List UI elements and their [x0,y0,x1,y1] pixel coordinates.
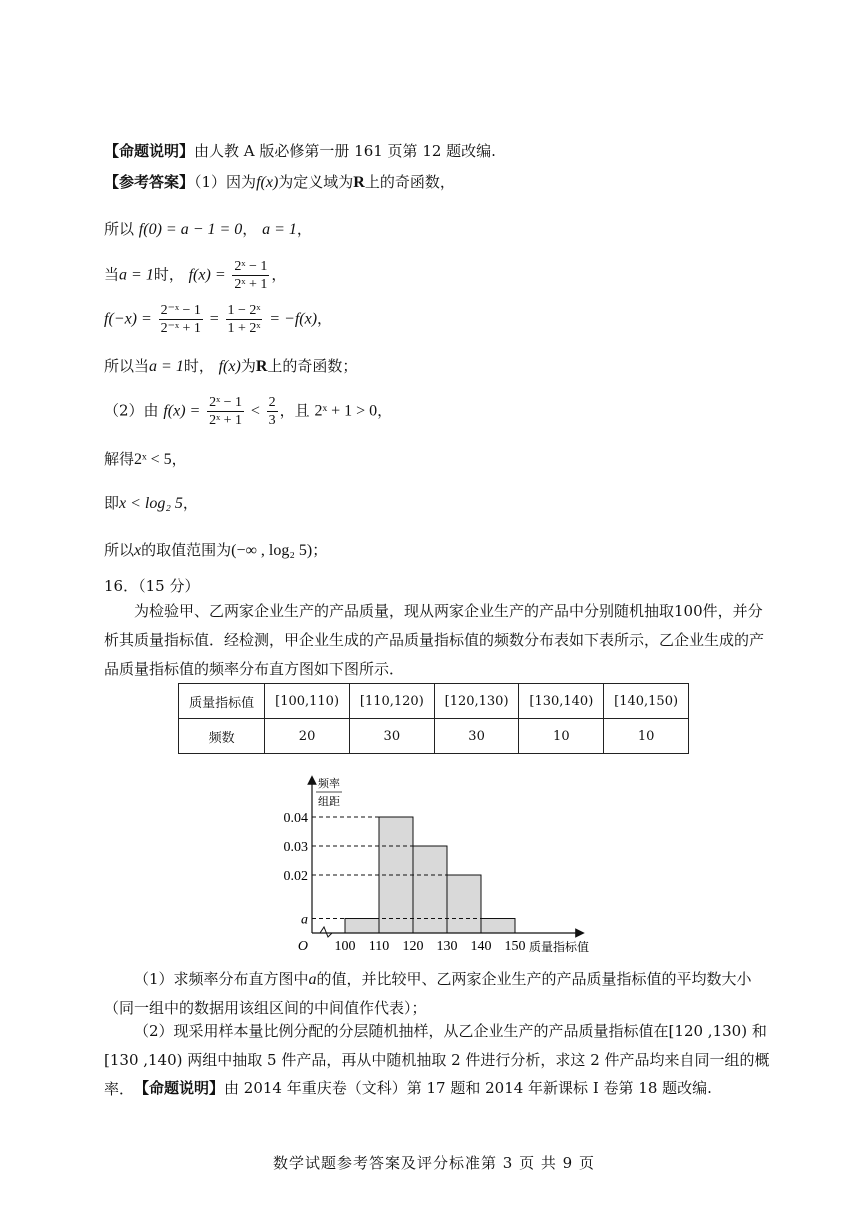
math-cond: a = 1 [149,358,184,375]
x-tick-label: 150 [504,939,526,954]
question-16-text: 为检验甲、乙两家企业生产的产品质量，现从两家企业生产的产品中分别随机抽取100件，并分析其质量指标值．经检测，甲企业生成的产品质量指标值的频数分布表如下表所示，乙企业生成的产品质量指标值的频率分布直方图如下图所示． [104,602,765,678]
math-cond: 2ˣ + 1 > 0 [314,402,378,420]
y-axis-label-denominator: 组距 [318,795,340,808]
x-tick-label: 120 [402,939,424,954]
table-cell: 20 [265,719,350,754]
table-cell: [120,130) [434,684,519,719]
axis-break-mark [320,927,332,937]
math-ineq: x < log₂ 5 [119,495,183,512]
answer-text: 为定义域为 [278,173,354,191]
text: 所以 [104,541,135,559]
histogram-bar [413,846,447,933]
note-bracket: 【命题说明】 [134,1079,225,1097]
table-cell: 10 [604,719,689,754]
text: ，且 [279,401,310,420]
sub-question-2: （2）现采用样本量比例分配的分层随机抽样，从乙企业生产的产品质量指标值在[120 ,130) 和[130 ,140) 两组中抽取 5 件产品，再从中随机抽取 2 件进行分析，求这 2 件产品均来自同一组的概率． [104,1022,770,1098]
fraction: $\frac{\text{1 − 2ˣ}}{\text{1 + 2ˣ}}$ [227,303,261,336]
table-cell: 30 [434,719,519,754]
math-lhs: f(x) = [163,402,201,420]
fraction: $\frac{\text{2ˣ − 1}}{\text{2ˣ + 1}}$ [234,259,268,292]
note-text: 由人教 A 版必修第一册 161 页第 12 题改编. [194,142,496,160]
text: 时， [153,265,184,284]
text: 解得 [104,450,135,468]
y-tick-label: 0.03 [283,840,308,855]
table-cell: 10 [519,719,604,754]
x-axis-label: 质量指标值 [529,940,590,954]
text: 的取值范围为 [141,541,232,559]
fraction: $\frac{2}{3}$ [268,395,276,428]
fraction: $\frac{\text{2ˣ − 1}}{\text{2ˣ + 1}}$ [209,395,243,428]
y-tick-label: a [301,912,308,928]
y-tick-label: 0.04 [283,811,308,826]
note-text: 由 2014 年重庆卷（文科）第 17 题和 2014 年新课标 Ⅰ 卷第 18 题改编. [224,1079,712,1097]
math-R: R [353,174,365,191]
math-lhs: f(x) = [188,266,226,284]
histogram-bar [345,919,379,934]
page-footer: 数学试题参考答案及评分标准第 3 页 共 9 页 [273,1154,595,1172]
math-eq: f(0) = a − 1 = 0 [138,221,243,238]
text: ， [317,309,333,328]
math-fx: f(x) [218,358,241,375]
text: ； [312,541,328,559]
math-eq: a = 1 [262,221,297,238]
text: ， [377,401,393,420]
math-lt: < [250,402,260,420]
answer-bracket: 【参考答案】 [104,173,195,191]
histogram-bar [447,875,481,933]
table-cell: [100,110) [265,684,350,719]
table-cell: [110,120) [349,684,434,719]
math-a: a [308,971,317,988]
table-header-cell: 频数 [179,719,265,754]
x-tick-label: 100 [334,939,356,954]
math-x: x [134,542,142,559]
table-cell: [140,150) [604,684,689,719]
math-eq: = [209,310,219,328]
y-axis-label-numerator: 频率 [318,777,340,790]
text: ， [171,450,187,468]
math-interval: (−∞ , log₂ 5) [231,542,313,559]
y-tick-label: 0.02 [283,869,308,884]
text: 当 [104,265,120,284]
text: 所以当 [104,357,150,375]
x-tick-label: 130 [436,939,458,954]
table-cell: 30 [349,719,434,754]
text: 上的奇函数； [267,357,358,375]
note-bracket: 【命题说明】 [104,142,195,160]
math-rhs: = −f(x) [269,310,318,328]
origin-label: O [297,939,308,954]
math-cond: a = 1 [119,266,154,284]
text: 即 [104,494,120,512]
x-tick-label: 110 [368,939,390,954]
text: 时， [183,357,214,375]
table-header-cell: 质量指标值 [179,684,265,719]
text: ， [296,220,312,238]
math-lhs: f(−x) = [104,310,152,328]
sub-question-1: （1）求频率分布直方图中a的值，并比较甲、乙两家企业生产的产品质量指标值的平均数大小（同一组中的数据用该组区间的中间值作代表）； [104,970,752,1017]
text: （2）由 [104,401,159,420]
text: 所以 [104,220,135,238]
question-16-heading: 16．（15 分） [104,577,200,595]
x-tick-label: 140 [470,939,492,954]
text: ， [182,494,198,512]
text: ， [271,265,287,284]
math-R: R [255,358,268,375]
answer-text: 上的奇函数， [364,173,455,191]
math-ineq: 2ˣ < 5 [134,451,172,468]
math-fx: f(x) [256,174,279,191]
table-cell: [130,140) [519,684,604,719]
answer-text: （1）因为 [194,173,257,191]
histogram-bar [481,919,515,934]
fraction: $\frac{\text{2⁻ˣ − 1}}{\text{2⁻ˣ + 1}}$ [160,303,201,336]
text: ， [242,220,258,238]
note-line-2 [134,1077,712,1098]
text: 为 [240,357,256,375]
